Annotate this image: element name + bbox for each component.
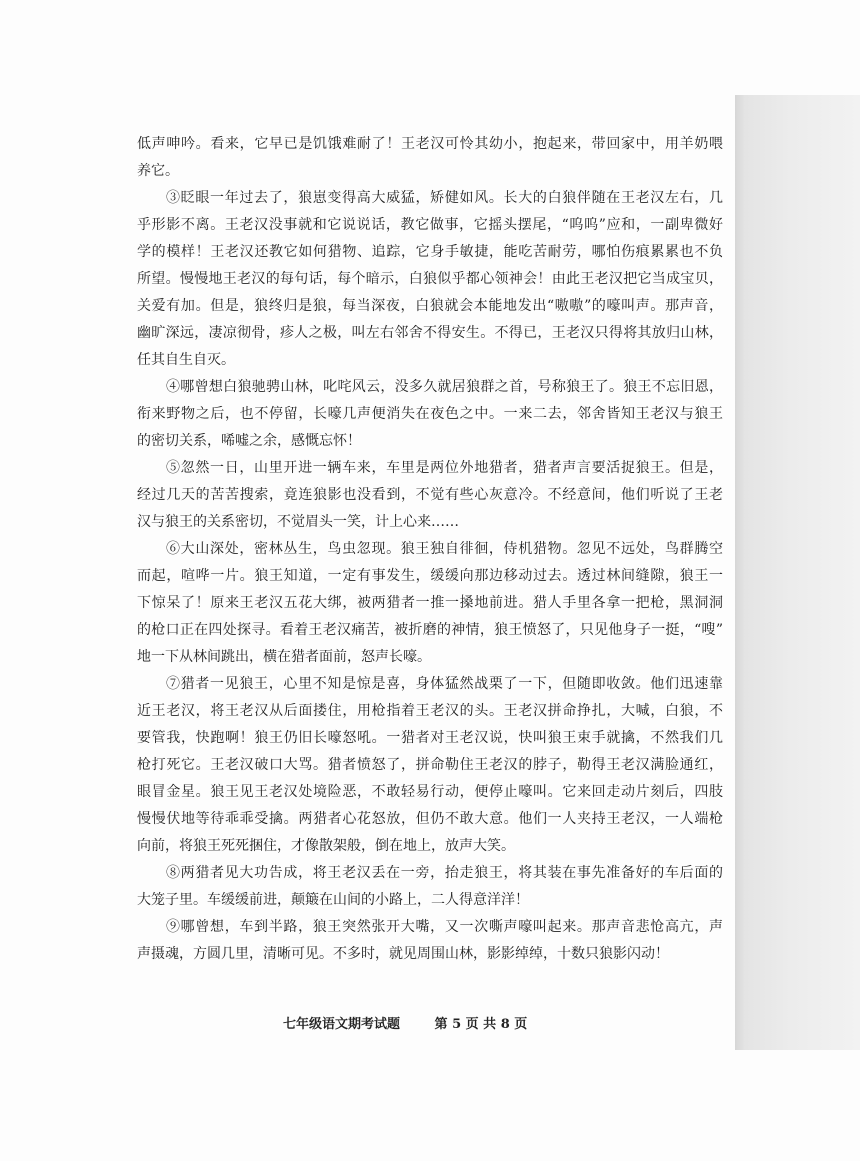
paragraph-8 — [137, 860, 723, 914]
text-line: 关爱有加。但是，狼终归是狼，每当深夜，白狼就会本能地发出“嗷嗷”的嚎叫声。那声音， — [137, 298, 723, 314]
text-line: 所望。慢慢地王老汉的每句话，每个暗示，白狼似乎都心领神会！由此王老汉把它当成宝贝， — [137, 271, 723, 287]
text-line: 向前，将狼王死死捆住，才像散架般，倒在地上，放声大笑。 — [137, 838, 515, 854]
text-line: 下惊呆了！原来王老汉五花大绑，被两猎者一推一搡地前进。猎人手里各拿一把枪，黑洞洞 — [137, 595, 723, 611]
paragraph-4 — [137, 374, 723, 455]
text-line: 声摄魂，方圆几里，清晰可见。不多时，就见周围山林，影影绰绰，十数只狼影闪动！ — [137, 946, 669, 962]
text-line: 大笼子里。车缓缓前进，颠簸在山间的小路上，二人得意洋洋！ — [137, 892, 529, 908]
text-line: 地一下从林间跳出，横在猎者面前，怒声长嚎。 — [137, 649, 431, 665]
scan-edge-shadow — [735, 95, 860, 1050]
paragraph-6 — [137, 536, 723, 671]
text-line: ⑤忽然一日，山里开进一辆车来，车里是两位外地猎者，猎者声言要活捉狼王。但是， — [166, 460, 723, 476]
text-line: ④哪曾想白狼驰骋山林，叱咤风云，没多久就居狼群之首，号称狼王了。狼王不忘旧恩， — [166, 379, 723, 395]
text-line: ③眨眼一年过去了，狼崽变得高大威猛，矫健如风。长大的白狼伴随在王老汉左右，几 — [166, 190, 723, 206]
text-line: 汉与狼王的关系密切，不觉眉头一笑，计上心来…… — [137, 514, 459, 530]
text-line: 养它。 — [137, 163, 179, 179]
paragraph-7 — [137, 671, 723, 860]
paragraph-5 — [137, 455, 723, 536]
paragraph-3 — [137, 185, 723, 374]
text-line: ⑦猎者一见狼王，心里不知是惊是喜，身体猛然战栗了一下，但随即收敛。他们迅速靠 — [166, 676, 723, 692]
paragraph-9 — [137, 914, 723, 968]
document-body — [137, 131, 723, 968]
text-line: 幽旷深远，凄凉彻骨，疹人之极，叫左右邻舍不得安生。不得已，王老汉只得将其放归山林， — [137, 325, 723, 341]
text-line: 衔来野物之后，也不停留，长嚎几声便消失在夜色之中。一来二去，邻舍皆知王老汉与狼王 — [137, 406, 723, 422]
text-line: 而起，喧哗一片。狼王知道，一定有事发生，缓缓向那边移动过去。透过林间缝隙，狼王一 — [137, 568, 723, 584]
text-line: 的密切关系，唏嘘之余，感慨忘怀！ — [137, 433, 361, 449]
text-line: 要管我，快跑啊！狼王仍旧长嚎怒吼。一猎者对王老汉说，快叫狼王束手就擒，不然我们几 — [137, 730, 723, 746]
paragraph-continuation — [137, 131, 723, 185]
text-line: ⑥大山深处，密林丛生，鸟虫忽现。狼王独自徘徊，侍机猎物。忽见不远处，鸟群腾空 — [166, 541, 723, 557]
text-line: 经过几天的苦苦搜索，竟连狼影也没看到，不觉有些心灰意冷。不经意间，他们听说了王老 — [137, 487, 723, 503]
exam-title: 七年级语文期考试题 — [283, 1017, 401, 1032]
page-footer — [283, 1013, 527, 1032]
text-line: ⑧两猎者见大功告成，将王老汉丢在一旁，抬走狼王，将其装在事先准备好的车后面的 — [166, 865, 723, 881]
page-number: 第 5 页 共 8 页 — [434, 1017, 528, 1032]
text-line: 低声呻吟。看来，它早已是饥饿难耐了！王老汉可怜其幼小，抱起来，带回家中，用羊奶喂 — [137, 136, 723, 152]
text-line: 乎形影不离。王老汉没事就和它说说话，教它做事，它摇头摆尾，“呜呜”应和，一副卑微好 — [137, 217, 723, 233]
text-line: 慢慢伏地等待乖乖受擒。两猎者心花怒放，但仍不敢大意。他们一人夹持王老汉，一人端枪 — [137, 811, 723, 827]
text-line: 眼冒金星。狼王见王老汉处境险恶，不敢轻易行动，便停止嚎叫。它来回走动片刻后，四肢 — [137, 784, 723, 800]
text-line: 近王老汉，将王老汉从后面搂住，用枪指着王老汉的头。王老汉拼命挣扎，大喊，白狼，不 — [137, 703, 723, 719]
text-line: ⑨哪曾想，车到半路，狼王突然张开大嘴，又一次嘶声嚎叫起来。那声音悲怆高亢，声 — [166, 919, 723, 935]
text-line: 枪打死它。王老汉破口大骂。猎者愤怒了，拼命勒住王老汉的脖子，勒得王老汉满脸通红， — [137, 757, 723, 773]
text-line: 学的模样！王老汉还教它如何猎物、追踪，它身手敏捷，能吃苦耐劳，哪怕伤痕累累也不负 — [137, 244, 723, 260]
text-line: 任其自生自灭。 — [137, 352, 235, 368]
text-line: 的枪口正在四处探寻。看着王老汉痛苦，被折磨的神情，狼王愤怒了，只见他身子一挺，“嗖” — [137, 622, 723, 638]
